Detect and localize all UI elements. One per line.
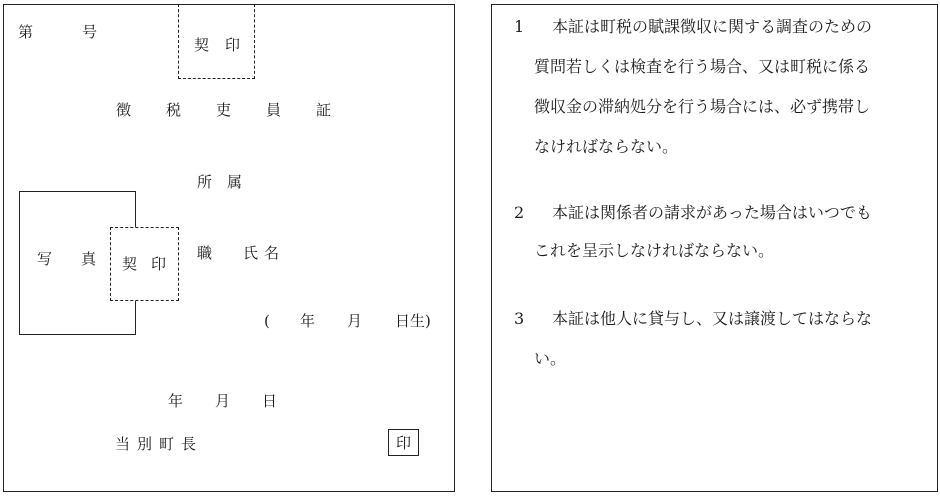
birth-month: 月 <box>347 312 363 330</box>
issuer-char-3: 町 <box>159 435 175 453</box>
number-label: 第 <box>18 23 34 41</box>
birth-open-paren: ( <box>264 312 270 330</box>
note-1-line-1: 本証は町税の賦課徴収に関する調査のための <box>552 17 873 36</box>
seal-photo-char-2: 印 <box>151 255 167 273</box>
title-char-4: 員 <box>266 101 282 119</box>
seal-top-char-2: 印 <box>225 36 241 54</box>
name-label-char-1: 氏 <box>243 244 259 262</box>
photo-char-1: 写 <box>37 250 53 268</box>
note-3-line-1: 本証は他人に貸与し、又は譲渡してはならな <box>552 309 873 328</box>
issue-month: 月 <box>215 392 231 410</box>
issuer-char-2: 別 <box>137 435 153 453</box>
stamp-char: 印 <box>396 434 412 452</box>
note-1-line-2: 質問若しくは検査を行う場合、又は町税に係る <box>534 57 871 76</box>
photo-char-2: 真 <box>81 250 97 268</box>
seal-top-char-1: 契 <box>194 36 210 54</box>
note-2-line-1: 本証は関係者の請求があった場合はいつでも <box>552 203 872 222</box>
title-char-1: 徴 <box>116 101 132 119</box>
note-3-line-2: い。 <box>534 349 567 368</box>
title-char-2: 税 <box>166 101 182 119</box>
title-char-3: 吏 <box>216 101 232 119</box>
note-1-line-3: 徴収金の滞納処分を行う場合には、必ず携帯し <box>534 97 871 116</box>
note-3-number: 3 <box>514 309 525 328</box>
note-2-number: 2 <box>514 203 525 222</box>
seal-box-photo <box>110 227 179 301</box>
issue-year: 年 <box>168 392 184 410</box>
number-suffix: 号 <box>82 23 98 41</box>
note-1-line-4: なければならない。 <box>534 137 679 156</box>
affiliation-char-1: 所 <box>197 173 213 191</box>
note-1-number: 1 <box>514 17 525 36</box>
title-char-5: 証 <box>316 101 332 119</box>
seal-photo-char-1: 契 <box>122 255 138 273</box>
birth-year: 年 <box>300 312 316 330</box>
note-2-line-2: これを呈示しなければならない。 <box>534 241 775 260</box>
birth-day: 日生) <box>395 312 431 330</box>
seal-box-top <box>178 4 255 79</box>
issue-day: 日 <box>262 392 278 410</box>
name-label-char-2: 名 <box>264 244 280 262</box>
issuer-char-1: 当 <box>115 435 131 453</box>
affiliation-char-2: 属 <box>227 173 243 191</box>
issuer-char-4: 長 <box>181 435 197 453</box>
position-label: 職 <box>197 244 213 262</box>
